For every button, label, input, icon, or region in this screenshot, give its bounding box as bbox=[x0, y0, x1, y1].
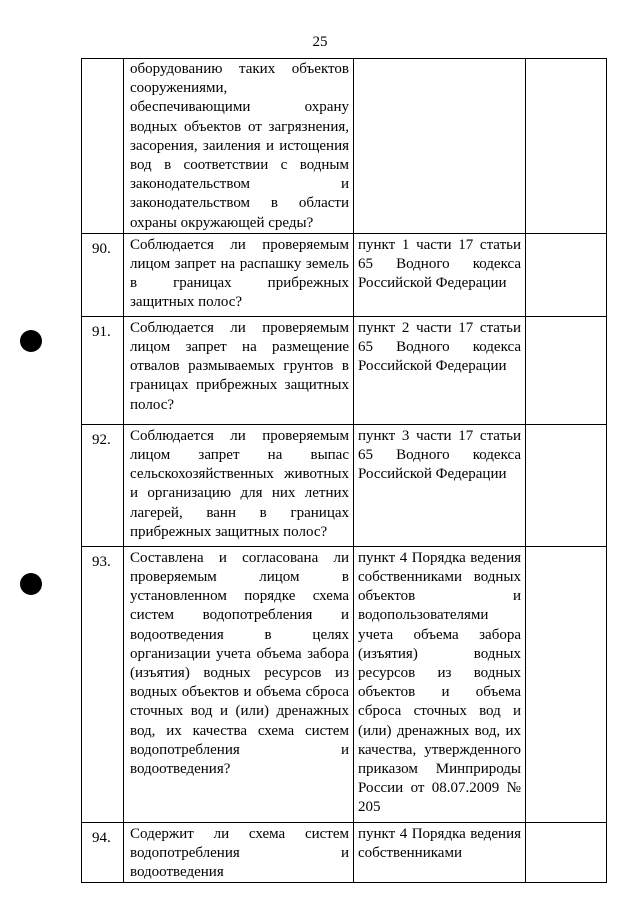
question-cell: Соблюдается ли проверяемым лицом запрет на распашку земель в границах прибрежных защитных полос? bbox=[124, 233, 354, 316]
answer-cell bbox=[526, 546, 607, 822]
reference-cell: пункт 3 части 17 статьи 65 Водного кодекса Российской Федерации bbox=[354, 424, 526, 546]
answer-cell bbox=[526, 59, 607, 234]
reference-cell: пункт 1 части 17 статьи 65 Водного кодекса Российской Федерации bbox=[354, 233, 526, 316]
question-cell: Составлена и согласована ли проверяемым лицом в установленном порядке схема систем водопотребления и водоотведения в целях организации учета объема забора (изъятия) водных ресурсов из водных объектов и объема сброса сточных вод и (или) дренажных вод, их качества схема систем водопотребления и водоотведения? bbox=[124, 546, 354, 822]
question-cell: Содержит ли схема систем водопотребления и водоотведения bbox=[124, 822, 354, 883]
row-number-cell: 94. bbox=[82, 822, 124, 883]
checklist-table bbox=[81, 58, 607, 883]
question-cell: Соблюдается ли проверяемым лицом запрет на выпас сельскохозяйственных животных и организацию для них летних лагерей, ванн в границах прибрежных защитных полос? bbox=[124, 424, 354, 546]
punch-hole-mark bbox=[20, 573, 42, 595]
table-row bbox=[82, 316, 607, 424]
answer-cell bbox=[526, 233, 607, 316]
answer-cell bbox=[526, 316, 607, 424]
page-number: 25 bbox=[312, 34, 328, 50]
row-number-cell: 93. bbox=[82, 546, 124, 822]
answer-cell bbox=[526, 424, 607, 546]
table-row bbox=[82, 546, 607, 822]
question-cell: Соблюдается ли проверяемым лицом запрет на размещение отвалов размываемых грунтов в границах прибрежных защитных полос? bbox=[124, 316, 354, 424]
row-number-cell: 92. bbox=[82, 424, 124, 546]
reference-cell: пункт 4 Порядка ведения собственниками водных объектов и водопользователями учета объема забора (изъятия) водных ресурсов из водных объектов и объема сброса сточных вод и (или) дренажных вод, их качества, утвержденного приказом Минприроды России от 08.07.2009 № 205 bbox=[354, 546, 526, 822]
row-number-cell bbox=[82, 59, 124, 234]
table-row bbox=[82, 233, 607, 316]
row-number-cell: 90. bbox=[82, 233, 124, 316]
table-row bbox=[82, 822, 607, 883]
answer-cell bbox=[526, 822, 607, 883]
question-cell: оборудованию таких объектов сооружениями, обеспечивающими охрану водных объектов от загрязнения, засорения, заиления и истощения вод в соответствии с водным законодательством и законодательством в области охраны окружающей среды? bbox=[124, 59, 354, 234]
reference-cell: пункт 2 части 17 статьи 65 Водного кодекса Российской Федерации bbox=[354, 316, 526, 424]
reference-cell bbox=[354, 59, 526, 234]
reference-cell: пункт 4 Порядка ведения собственниками bbox=[354, 822, 526, 883]
punch-hole-mark bbox=[20, 330, 42, 352]
table-row bbox=[82, 424, 607, 546]
table-row bbox=[82, 59, 607, 234]
row-number-cell: 91. bbox=[82, 316, 124, 424]
